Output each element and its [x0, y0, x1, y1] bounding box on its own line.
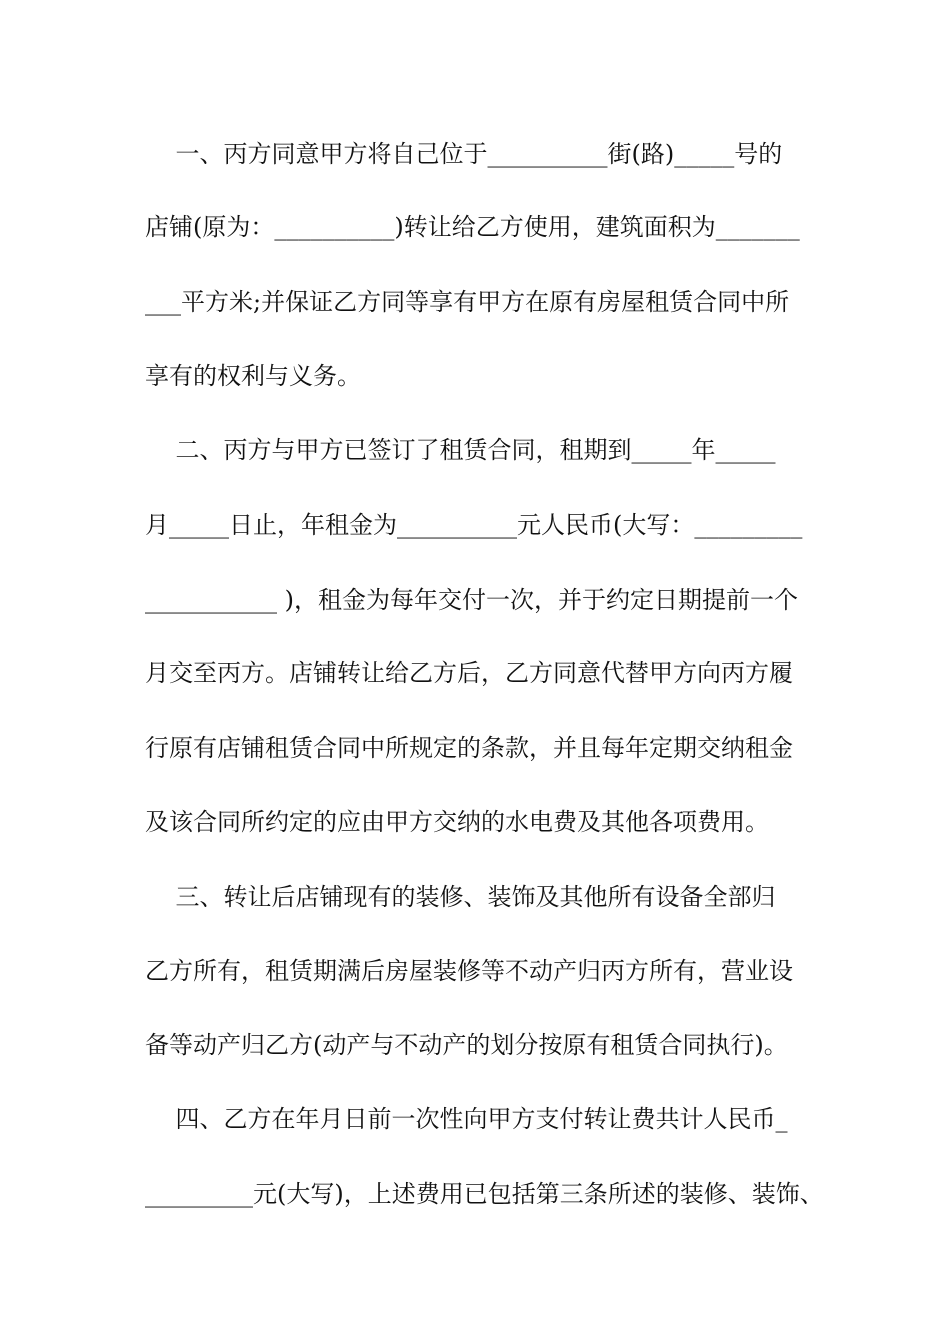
clause-2-line-5: 行原有店铺租赁合同中所规定的条款，并且每年定期交纳租金	[145, 734, 793, 762]
clause-1-line-2: 店铺(原为：__________)转让给乙方使用，建筑面积为_______	[145, 213, 800, 241]
clause-2-line-3: ___________ )，租金为每年交付一次，并于约定日期提前一个	[145, 586, 798, 614]
clause-2-line-2: 月_____日止，年租金为__________元人民币(大写：_________	[145, 511, 803, 539]
clause-4-line-2: _________元(大写)，上述费用已包括第三条所述的装修、装饰、	[145, 1180, 824, 1208]
clause-1-line-4: 享有的权利与义务。	[145, 362, 361, 390]
clause-2-line-6: 及该合同所约定的应由甲方交纳的水电费及其他各项费用。	[145, 808, 769, 836]
clause-3-line-2: 乙方所有，租赁期满后房屋装修等不动产归丙方所有，营业设	[145, 957, 793, 985]
clause-4-line-1: 四、乙方在年月日前一次性向甲方支付转让费共计人民币_	[145, 1105, 788, 1133]
clause-2-line-1: 二、丙方与甲方已签订了租赁合同，租期到_____年_____	[145, 436, 776, 464]
clause-2-line-4: 月交至丙方。店铺转让给乙方后，乙方同意代替甲方向丙方履	[145, 659, 793, 687]
clause-3-line-1: 三、转让后店铺现有的装修、装饰及其他所有设备全部归	[145, 883, 776, 911]
clause-1-line-3: ___平方米;并保证乙方同等享有甲方在原有房屋租赁合同中所	[145, 288, 790, 316]
clause-3-line-3: 备等动产归乙方(动产与不动产的划分按原有租赁合同执行)。	[145, 1031, 788, 1059]
clause-1-line-1: 一、丙方同意甲方将自己位于__________街(路)_____号的	[145, 140, 783, 168]
